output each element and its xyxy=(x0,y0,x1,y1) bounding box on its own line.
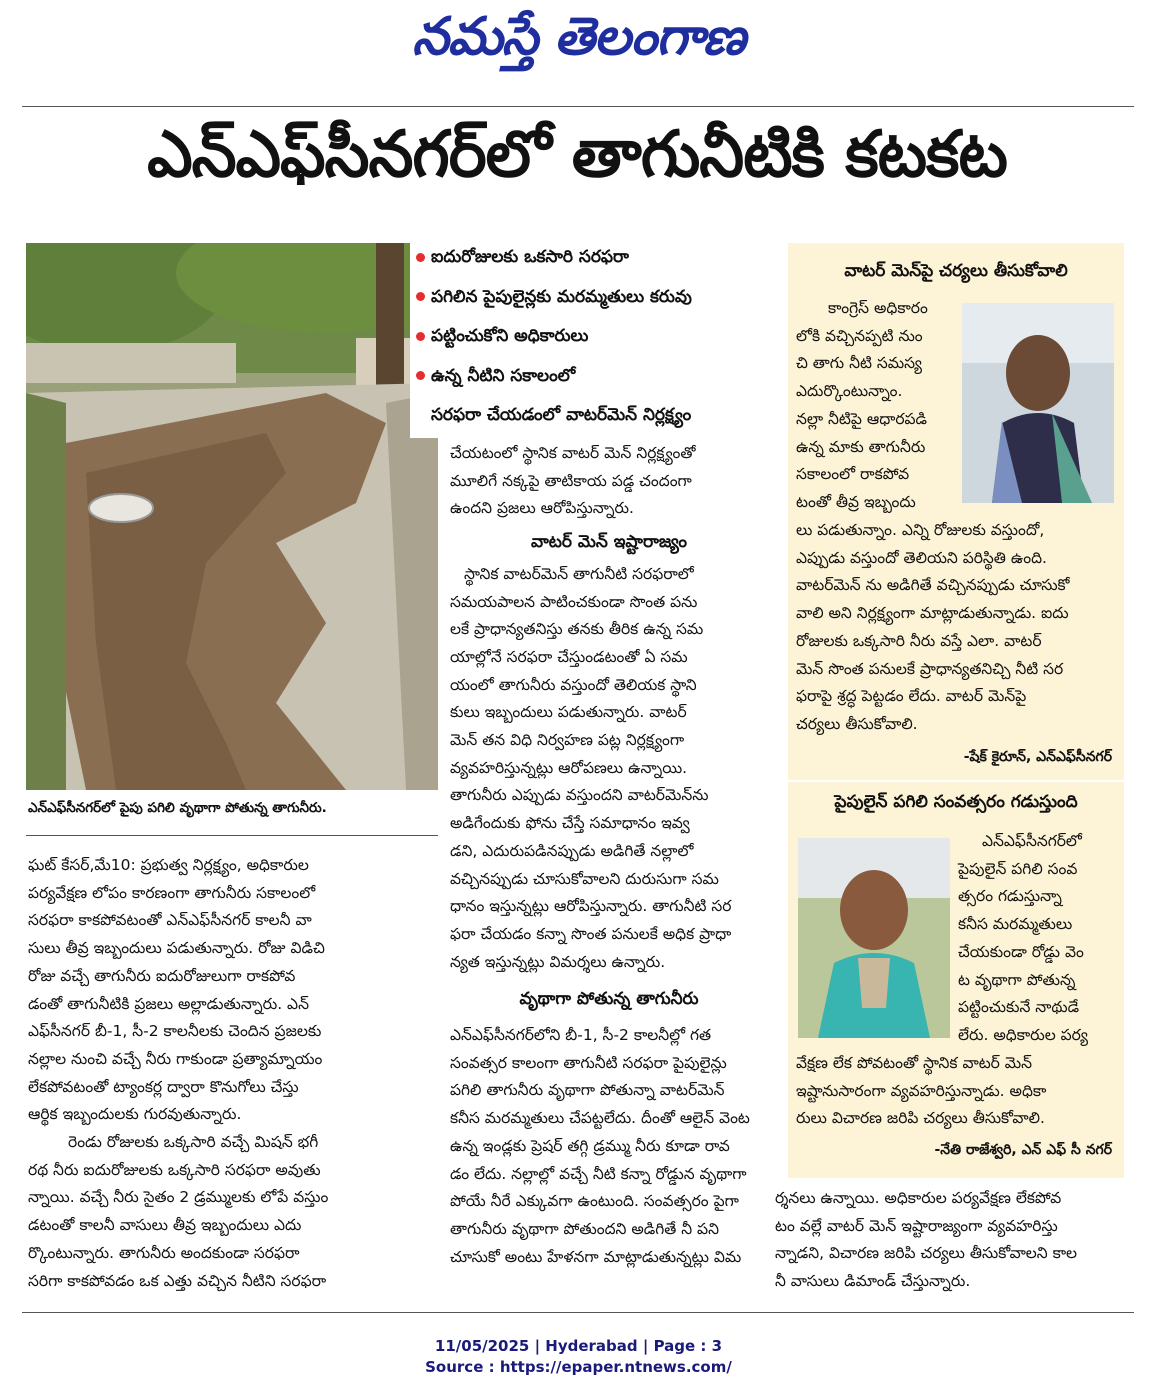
body-line: న్యత ఇస్తున్నట్లు విమర్శలు ఉన్నారు. xyxy=(450,952,666,971)
sidebar-line: పైపులైన్ పగిలి సంవ xyxy=(958,859,1078,878)
body-line: నల్లాల నుంచి వచ్చే నీరు గాకుండా ప్రత్యామ్నాయం xyxy=(28,1049,323,1068)
body-line: యాల్లోనే సరఫరా చేస్తుండటంతో ఏ సమ xyxy=(450,647,688,666)
bullet-dot-icon xyxy=(416,292,425,301)
portrait-photo xyxy=(962,303,1114,503)
headline: ఎన్ఎఫ్‌సీనగర్‌లో తాగునీటికి కటకట xyxy=(147,118,1007,192)
body-line: ఘట్ కేసర్,మే10: ప్రభుత్వ నిర్లక్ష్యం, అధికారుల xyxy=(28,856,309,874)
sidebar-quote-1 xyxy=(788,243,1124,780)
body-line: టం వల్లే వాటర్ మెన్ ఇష్టారాజ్యంగా వ్యవహరిస్తు xyxy=(775,1216,1058,1235)
portrait-photo xyxy=(798,838,950,1038)
masthead-rule xyxy=(22,106,1134,107)
body-line: ధానం ఇస్తున్నట్లు ఆరోపిస్తున్నారు. తాగునీటి సర xyxy=(450,897,732,916)
body-line: కులు ఇబ్బందులు పడుతున్నారు. వాటర్ xyxy=(450,703,687,722)
footer-source-line: Source : https://epaper.ntnews.com/ xyxy=(425,1358,732,1376)
body-line: న్నాయి. వచ్చే నీరు సైతం 2 డ్రమ్ములకు లోపే వస్తుం xyxy=(28,1188,329,1207)
sidebar-line: త్సరం గడుస్తున్నా xyxy=(958,887,1062,906)
body-line: రోజు వచ్చే తాగునీరు ఐదురోజులుగా రాకపోవ xyxy=(28,966,296,985)
body-line: డటంతో కాలనీ వాసులు తీవ్ర ఇబ్బందులు ఎదు xyxy=(28,1216,302,1235)
body-line: చూసుకో అంటు హేళనగా మాట్లాడుతున్నట్లు విమ xyxy=(450,1247,742,1266)
sidebar-title: పైపులైన్ పగిలి సంవత్సరం గడుస్తుంది xyxy=(834,792,1078,812)
sidebar-line: ఎప్పుడు వస్తుందో తెలియని పరిస్థితి ఉంది. xyxy=(796,548,1047,567)
highlights-box xyxy=(410,238,782,438)
sidebar-line: కాంగ్రెస్ అధికారం xyxy=(828,299,928,317)
body-line: ఆర్థిక ఇబ్బందులకు గురవుతున్నారు. xyxy=(28,1105,242,1124)
sidebar-line: చేయకుండా రోడ్డు వెం xyxy=(958,942,1084,961)
body-line: డం లేదు. నల్లాల్లో వచ్చే నీటి కన్నా రోడ్డున వృథాగా xyxy=(450,1164,747,1183)
sidebar-line: పట్టించుకునే నాథుడే xyxy=(958,998,1080,1017)
bullet-dot-icon xyxy=(416,253,425,262)
footer-rule xyxy=(22,1312,1134,1313)
body-line: లేకపోవటంతో ట్యాంకర్ల ద్వారా కొనుగోలు చేస్తు xyxy=(28,1077,299,1096)
body-line: రెండు రోజులకు ఒక్కసారి వచ్చే మిషన్ భగీ xyxy=(68,1133,319,1152)
body-line: మూలిగే నక్కపై తాటికాయ పడ్డ చందంగా xyxy=(450,471,692,490)
body-line: తాగునీరు వృథాగా పోతుందని అడిగితే నీ పని xyxy=(450,1219,719,1238)
sidebar-line: రోజులకు ఒక్కసారి నీరు వస్తే ఎలా. వాటర్ xyxy=(796,631,1042,650)
sidebar-line: రులు విచారణ జరిపి చర్యలు తీసుకోవాలి. xyxy=(796,1109,1045,1128)
sidebar-line: ఎదుర్కొంటున్నాం. xyxy=(796,382,903,401)
sidebar-line: ఉన్న మాకు తాగునీరు xyxy=(796,437,926,456)
body-line: స్థానిక వాటర్‌మెన్ తాగునీటి సరఫరాలో xyxy=(464,564,694,583)
body-line: పర్యవేక్షణ లోపం కారణంగా తాగునీరు సకాలంలో xyxy=(28,883,316,902)
body-line: ర్శనలు ఉన్నాయి. అధికారుల పర్యవేక్షణ లేకపోవ xyxy=(775,1189,1062,1207)
body-line: తాగునీరు ఎప్పుడు వస్తుందని వాటర్‌మెన్‌ను xyxy=(450,786,709,805)
sidebar-line: లేరు. అధికారుల పర్య xyxy=(958,1025,1088,1044)
sidebar-line: ఫరాపై శ్రద్ధ పెట్టడం లేదు. వాటర్ మెన్‌పై xyxy=(796,687,1027,706)
body-line: వ్యవహరిస్తున్నట్లు ఆరోపణలు ఉన్నాయి. xyxy=(450,758,688,777)
body-line: డంతో తాగునీటికి ప్రజలు అల్లాడుతున్నారు. ఎన్ xyxy=(28,994,309,1013)
sidebar-line: ఎన్ఎఫ్‌సీనగర్‌లో xyxy=(982,832,1082,850)
bullet-dot-icon xyxy=(416,332,425,341)
photo-caption: ఎన్ఎఫ్‌సీనగర్‌లో పైపు పగిలి వృథాగా పోతున్న తాగునీరు. xyxy=(28,800,327,816)
signature: -నేతి రాజేశ్వరి, ఎన్ ఎఫ్ సీ నగర్ xyxy=(934,1142,1112,1158)
body-line: ఉన్న ఇండ్లకు ప్రెషర్ తగ్గి డ్రమ్ము నీరు కూడా రావ xyxy=(450,1136,730,1155)
sidebar-line: టంతో తీవ్ర ఇబ్బందు xyxy=(796,492,916,511)
sidebar-text-full xyxy=(796,1050,1116,1133)
body-line: పోయే నీరే ఎక్కువగా ఉంటుంది. సంవత్సరం పైగా xyxy=(450,1192,739,1211)
body-line: సమయపాలన పాటించకుండా సొంత పను xyxy=(450,592,698,611)
sidebar-text-short xyxy=(796,295,956,517)
subheading: వృథాగా పోతున్న తాగునీరు xyxy=(519,989,699,1010)
footer-date-line: 11/05/2025 | Hyderabad | Page : 3 xyxy=(434,1337,723,1355)
sidebar-line: వేక్షణ లేక పోవటంతో స్థానిక వాటర్ మెన్ xyxy=(796,1054,1033,1072)
sidebar-line: చి తాగు నీటి సమస్య xyxy=(796,354,922,373)
body-line: ర్కొంటున్నారు. తాగునీరు అందకుండా సరఫరా xyxy=(28,1243,300,1262)
sidebar-line: చర్యలు తీసుకోవాలి. xyxy=(796,714,918,733)
sidebar-quote-2 xyxy=(788,782,1124,1178)
masthead xyxy=(0,0,1157,78)
sidebar-text-short xyxy=(958,828,1116,1050)
sidebar-line: కనీస మరమ్మతులు xyxy=(958,915,1073,934)
body-line: సరిగా కాకపోవడం ఒక ఎత్తు వచ్చిన నీటిని సరఫరా xyxy=(28,1271,327,1290)
body-line: డని, ఎదురుపడినప్పుడు అడిగితే నల్లాలో xyxy=(450,841,694,860)
body-line: సరఫరా కాకపోవటంతో ఎన్ఎఫ్‌సీనగర్ కాలనీ వా xyxy=(28,911,312,930)
highlight-item-continued: సరఫరా చేయడంలో వాటర్‌మెన్ నిర్లక్ష్యం xyxy=(431,405,692,426)
highlight-item: పగిలిన పైపులైన్లకు మరమ్మతులు కరువు xyxy=(410,278,782,318)
road-photo xyxy=(26,243,438,790)
body-line: అడిగేందుకు ఫోను చేస్తే సమాధానం ఇవ్వ xyxy=(450,814,690,833)
highlight-item: పట్టించుకోని అధికారులు xyxy=(410,317,782,357)
caption-rule xyxy=(26,835,438,836)
sidebar-line: వాటర్‌మెన్ ను అడిగితే వచ్చినప్పుడు చూసుకో xyxy=(796,576,1070,595)
body-line: మెన్ తన విధి నిర్వహణ పట్ల నిర్లక్ష్యంగా xyxy=(450,731,685,750)
sidebar-line: ఇష్టానుసారంగా వ్యవహరిస్తున్నాడు. అధికా xyxy=(796,1081,1047,1100)
sidebar-text-full xyxy=(796,517,1116,739)
sidebar-line: నల్లా నీటిపై ఆధారపడి xyxy=(796,409,928,428)
sidebar-line: లు పడుతున్నాం. ఎన్ని రోజులకు వస్తుందో, xyxy=(796,521,1045,539)
woman-portrait-icon xyxy=(962,303,1114,503)
body-line: రథ నీరు ఐదురోజులకు ఒక్కసారి సరఫరా అవుతు xyxy=(28,1160,321,1179)
sidebar-line: ట వృథాగా పోతున్న xyxy=(958,970,1076,989)
sidebar-line: లోకి వచ్చినప్పటి నుం xyxy=(796,326,923,345)
body-line: యంలో తాగునీరు వస్తుందో తెలియక స్థాని xyxy=(450,675,697,694)
body-line: ఉందని ప్రజలు ఆరోపిస్తున్నారు. xyxy=(450,499,634,518)
body-line: చేయటంలో స్థానిక వాటర్ మెన్ నిర్లక్ష్యంతో xyxy=(450,444,696,462)
signature: -షేక్ కైరూన్, ఎన్ఎఫ్‌సీనగర్ xyxy=(963,749,1112,765)
sidebar-title: వాటర్ మెన్‌పై చర్యలు తీసుకోవాలి xyxy=(844,261,1068,281)
body-line: పగిలి తాగునీరు వృథాగా పోతున్నా వాటర్‌మెన్ xyxy=(450,1081,725,1100)
body-line: నీ వాసులు డిమాండ్ చేస్తున్నారు. xyxy=(775,1272,971,1291)
sidebar-line: మెన్ సొంత పనులకే ప్రాధాన్యతనిచ్చి నీటి సర xyxy=(796,659,1064,678)
sidebar-line: సకాలంలో రాకపోవ xyxy=(796,465,910,484)
body-line: ఎన్ఎఫ్‌సీనగర్‌లోని బీ-1, సీ-2 కాలనీల్లో గత xyxy=(450,1026,712,1045)
body-line: సంవత్సర కాలంగా తాగునీటి సరఫరా పైపులైన్లు xyxy=(450,1053,727,1072)
article-column-3-tail xyxy=(775,1185,1125,1296)
body-line: న్నాడని, విచారణ జరిపి చర్యలు తీసుకోవాలని కాల xyxy=(775,1244,1078,1263)
body-line: ఎఫ్‌సీనగర్ బీ-1, సీ-2 కాలనీలకు చెందిన ప్రజలకు xyxy=(28,1022,322,1041)
highlight-item: ఉన్న నీటిని సకాలంలో xyxy=(410,357,782,397)
body-line: వచ్చినప్పుడు చూసుకోవాలని దురుసుగా సమ xyxy=(450,869,719,888)
article-column-1 xyxy=(28,852,428,1295)
road-photo-illustration xyxy=(26,243,438,790)
subheading: వాటర్ మెన్ ఇష్టారాజ్యం xyxy=(530,532,688,553)
body-line: సులు తీవ్ర ఇబ్బందులు పడుతున్నారు. రోజు విడిచి xyxy=(28,939,325,958)
sidebar-line: వాలి అని నిర్లక్ష్యంగా మాట్లాడుతున్నాడు. ఐదు xyxy=(796,604,1069,623)
body-line: లకే ప్రాధాన్యతనిస్తు తనకు తీరిక ఉన్న సమ xyxy=(450,620,704,639)
woman-portrait-icon xyxy=(798,838,950,1038)
body-line: ఫరా చేయడం కన్నా సొంత పనులకే అధిక ప్రాధా xyxy=(450,924,732,943)
masthead-logo: నమస్తే తెలంగాణ xyxy=(412,6,745,67)
article-column-2 xyxy=(450,440,768,1271)
bullet-dot-icon xyxy=(416,371,425,380)
highlight-item: ఐదురోజులకు ఒకసారి సరఫరా xyxy=(410,238,782,278)
body-line: కనీస మరమ్మతులు చేపట్టలేదు. దీంతో ఆలైన్ వెంట xyxy=(450,1109,750,1128)
